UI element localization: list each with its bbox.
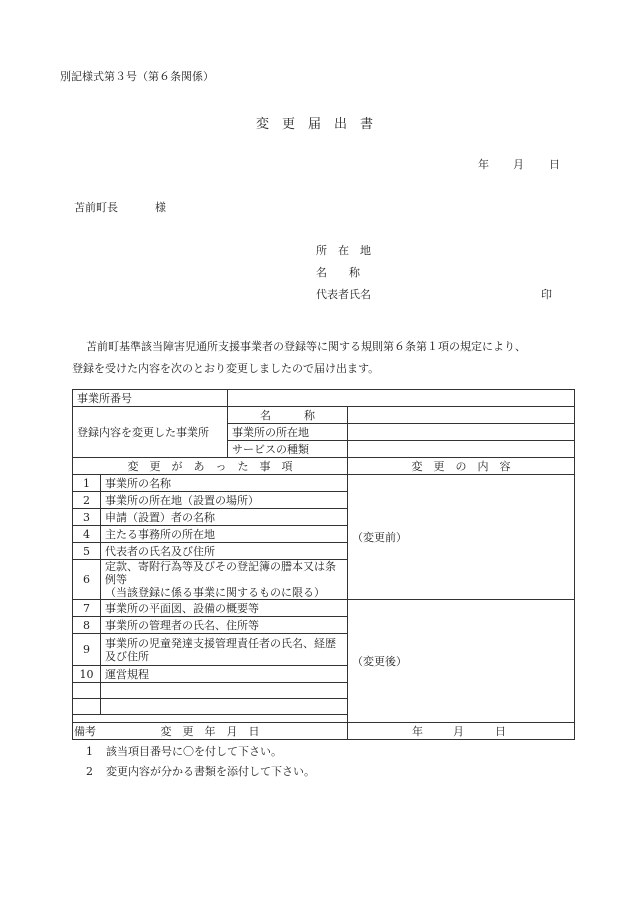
office-number-value xyxy=(228,390,575,407)
seal-mark: 印 xyxy=(541,288,552,301)
change-date-label: 変 更 年 月 日 xyxy=(73,723,348,740)
item-number: 4 xyxy=(73,526,101,543)
item-label: 事業所の所在地（設置の場所） xyxy=(101,492,348,509)
item-number-blank xyxy=(73,683,101,699)
addressee: 苫前町長 xyxy=(74,201,118,214)
item-label: 事業所の名称 xyxy=(101,475,348,492)
item-label: 代表者の氏名及び住所 xyxy=(101,543,348,560)
change-date-value xyxy=(348,723,575,740)
item-number: 7 xyxy=(73,600,101,617)
item-label-line-2: （当該登録に係る事業に関するものに限る） xyxy=(105,586,325,599)
after-label: （変更後） xyxy=(352,654,407,668)
content-before xyxy=(348,475,575,600)
item-label: 事業所の児童発達支援管理責任者の氏名、経歴及び住所 xyxy=(101,634,348,666)
body-line-2: 登録を受けた内容を次のとおり変更しましたので届け出ます。 xyxy=(72,362,380,375)
form-id: 別記様式第３号（第６条関係） xyxy=(60,70,214,83)
item-label-blank xyxy=(101,683,348,699)
body-line-1: 苫前町基準該当障害児通所支援事業者の登録等に関する規則第６条第１項の規定により、 xyxy=(86,340,526,353)
notes xyxy=(74,723,315,779)
note-item xyxy=(86,763,315,779)
item-number-blank xyxy=(73,699,101,715)
office-number-label: 事業所番号 xyxy=(73,390,228,407)
content-after xyxy=(348,600,575,723)
sub-label-name: 名 称 xyxy=(228,407,348,424)
item-number: 9 xyxy=(73,634,101,666)
change-table xyxy=(72,389,575,740)
date-year: 年 xyxy=(478,158,489,171)
items-header: 変 更 が あ っ た 事 項 xyxy=(73,458,348,475)
item-label: 事業所の平面図、設備の概要等 xyxy=(101,600,348,617)
item-label: 運営規程 xyxy=(101,666,348,683)
item-label: 主たる事務所の所在地 xyxy=(101,526,348,543)
page-title: 変 更 届 出 書 xyxy=(256,117,374,132)
sub-label-service: サービスの種類 xyxy=(228,441,348,458)
name-label: 名 称 xyxy=(316,266,360,279)
item-label-blank xyxy=(101,699,348,715)
before-label: （変更前） xyxy=(352,530,407,544)
item-label xyxy=(101,560,348,600)
date-month: 月 xyxy=(513,158,524,171)
item-label: 事業所の管理者の氏名、住所等 xyxy=(101,617,348,634)
content-header: 変 更 の 内 容 xyxy=(348,458,575,475)
item-number: 8 xyxy=(73,617,101,634)
item-number: 5 xyxy=(73,543,101,560)
note-item xyxy=(86,743,315,759)
item-number: 10 xyxy=(73,666,101,683)
honorific: 様 xyxy=(155,201,166,214)
item-label-line-1: 定款、寄附行為等及びその登記簿の謄本又は条例等 xyxy=(105,560,336,586)
sub-label-address: 事業所の所在地 xyxy=(228,424,348,441)
date-day: 日 xyxy=(549,158,560,171)
note-text: 該当項目番号に〇を付して下さい。 xyxy=(106,745,282,758)
note-text: 変更内容が分かる書類を添付して下さい。 xyxy=(106,765,315,778)
item-number: 1 xyxy=(73,475,101,492)
change-date-day: 日 xyxy=(495,725,506,738)
office-name-value xyxy=(348,407,575,424)
service-type-value xyxy=(348,441,575,458)
representative-label: 代表者氏名 xyxy=(316,288,371,301)
address-label: 所 在 地 xyxy=(316,244,371,257)
item-label: 申請（設置）者の名称 xyxy=(101,509,348,526)
item-number: 2 xyxy=(73,492,101,509)
note-number: 1 xyxy=(86,745,93,758)
note-number: 2 xyxy=(86,765,93,778)
items-spacer xyxy=(73,715,348,723)
item-number: 3 xyxy=(73,509,101,526)
change-date-year: 年 xyxy=(412,725,423,738)
changed-office-label: 登録内容を変更した事業所 xyxy=(73,407,228,458)
item-number: 6 xyxy=(73,560,101,600)
change-date-month: 月 xyxy=(453,725,464,738)
office-address-value xyxy=(348,424,575,441)
notes-heading: 備考 xyxy=(74,725,96,738)
